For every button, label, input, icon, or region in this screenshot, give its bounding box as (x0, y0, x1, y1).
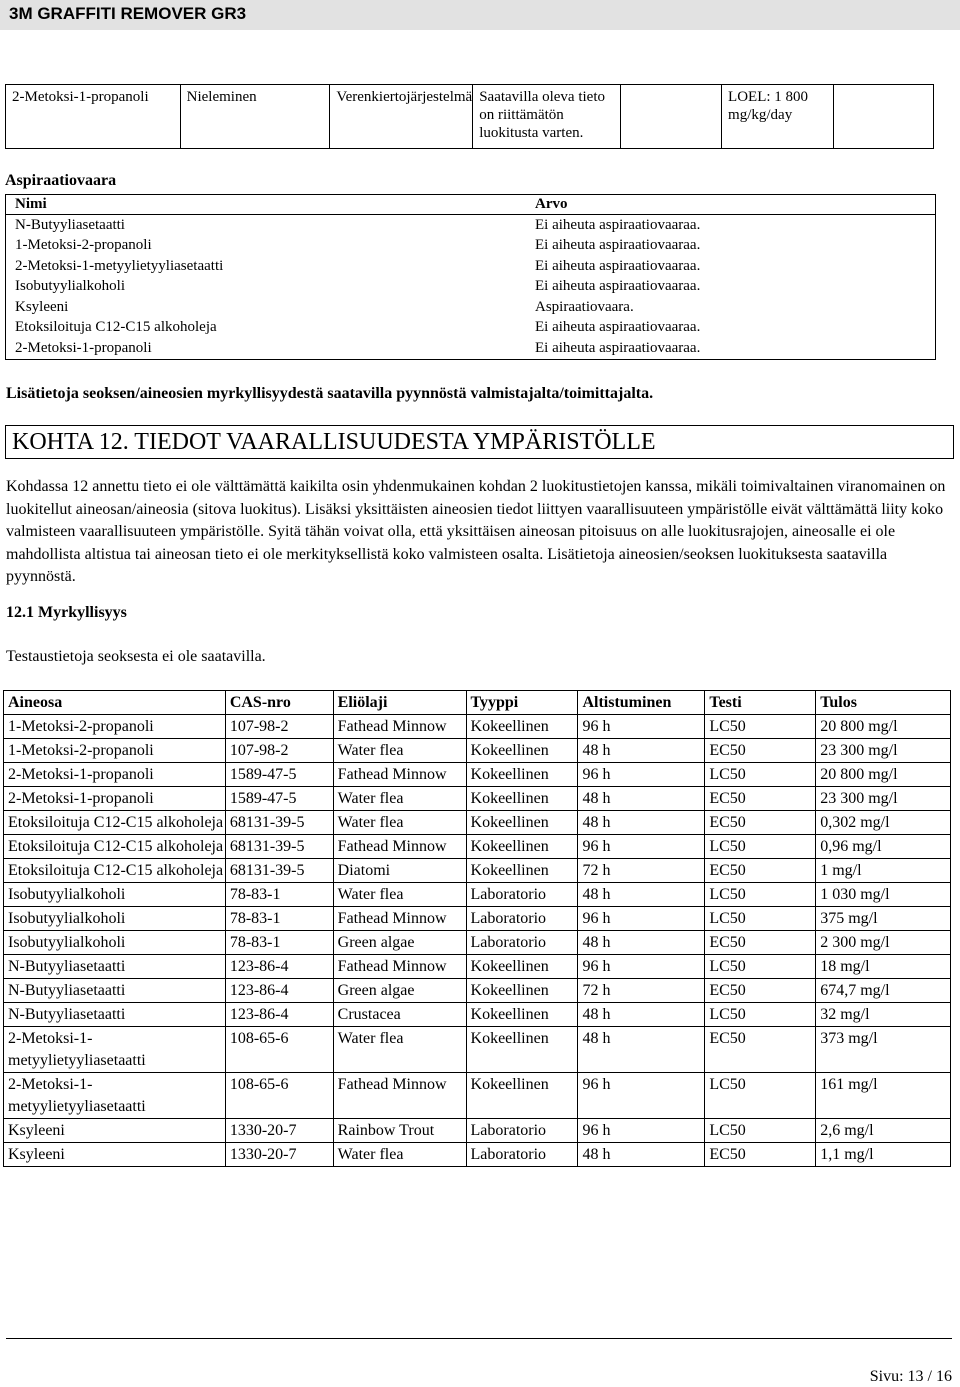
eco-species: Crustacea (333, 1003, 466, 1027)
eco-exposure: 96 h (578, 1073, 705, 1119)
eco-cas: 78-83-1 (225, 883, 333, 907)
tox-cell (620, 85, 721, 149)
eco-species: Fathead Minnow (333, 835, 466, 859)
eco-result: 1,1 mg/l (816, 1143, 951, 1167)
aspiration-substance: Ksyleeni (15, 298, 69, 315)
eco-species: Diatomi (333, 859, 466, 883)
eco-substance: N-Butyyliasetaatti (4, 1003, 226, 1027)
eco-substance: Etoksiloituja C12-C15 alkoholeja (4, 859, 226, 883)
eco-type: Kokeellinen (466, 787, 578, 811)
tox-cell (833, 85, 933, 149)
aspiration-value: Aspiraatiovaara. (535, 298, 634, 315)
aspiration-row (5, 338, 934, 359)
eco-test: EC50 (705, 739, 816, 763)
eco-cas: 123-86-4 (225, 1003, 333, 1027)
eco-substance: Isobutyylialkoholi (4, 907, 226, 931)
eco-table (3, 690, 951, 1167)
eco-row (4, 715, 951, 739)
eco-exposure: 48 h (578, 1003, 705, 1027)
eco-result: 373 mg/l (816, 1027, 951, 1073)
aspiration-title: Aspiraatiovaara (5, 172, 117, 189)
eco-result: 20 800 mg/l (816, 715, 951, 739)
eco-row (4, 1073, 951, 1119)
aspiration-substance: Etoksiloituja C12-C15 alkoholeja (15, 319, 217, 335)
eco-result: 2 300 mg/l (816, 931, 951, 955)
eco-col-header: Eliölaji (333, 691, 466, 715)
eco-col-header: Tyyppi (466, 691, 578, 715)
aspiration-row (5, 256, 934, 277)
eco-type: Kokeellinen (466, 739, 578, 763)
eco-cas: 1589-47-5 (225, 787, 333, 811)
tox-cell: Saatavilla oleva tieto on riittämätön luokitusta varten. (473, 85, 621, 149)
aspiration-row (5, 317, 934, 338)
test-note: Testaustietoja seoksesta ei ole saatavilla. (6, 648, 266, 665)
eco-type: Kokeellinen (466, 955, 578, 979)
eco-species: Rainbow Trout (333, 1119, 466, 1143)
eco-test: EC50 (705, 1143, 816, 1167)
aspiration-table (5, 194, 934, 358)
eco-result: 2,6 mg/l (816, 1119, 951, 1143)
eco-substance: 2-Metoksi-1-metyylietyyliasetaatti (4, 1027, 226, 1073)
eco-row (4, 979, 951, 1003)
section-heading: KOHTA 12. TIEDOT VAARALLISUUDESTA YMPÄRISTÖLLE (12, 429, 656, 455)
eco-row (4, 955, 951, 979)
eco-species: Water flea (333, 739, 466, 763)
section-heading-box (5, 425, 954, 459)
aspiration-substance: 2-Metoksi-1-propanoli (15, 339, 152, 356)
eco-species: Green algae (333, 979, 466, 1003)
eco-species: Fathead Minnow (333, 1073, 466, 1119)
eco-test: LC50 (705, 907, 816, 931)
aspiration-value: Ei aiheuta aspiraatiovaaraa. (535, 339, 701, 356)
eco-species: Green algae (333, 931, 466, 955)
eco-species: Water flea (333, 811, 466, 835)
aspiration-substance: 1-Metoksi-2-propanoli (15, 237, 152, 253)
eco-exposure: 96 h (578, 1119, 705, 1143)
tox-cell: 2-Metoksi-1-propanoli (6, 85, 181, 149)
aspiration-value: Ei aiheuta aspiraatiovaaraa. (535, 278, 701, 294)
info-note: Lisätietoja seoksen/aineosien myrkyllisyydestä saatavilla pyynnöstä valmistajalta/toimittajalta. (6, 385, 654, 402)
eco-type: Laboratorio (466, 931, 578, 955)
eco-type: Laboratorio (466, 1143, 578, 1167)
eco-col-header: Testi (705, 691, 816, 715)
tox-row (6, 85, 934, 149)
eco-row (4, 1143, 951, 1167)
eco-test: EC50 (705, 979, 816, 1003)
eco-substance: N-Butyyliasetaatti (4, 979, 226, 1003)
aspiration-col-name: Nimi (15, 196, 47, 212)
eco-substance: Isobutyylialkoholi (4, 883, 226, 907)
eco-test: LC50 (705, 835, 816, 859)
eco-cas: 1589-47-5 (225, 763, 333, 787)
aspiration-row (5, 215, 934, 236)
eco-result: 0,96 mg/l (816, 835, 951, 859)
eco-exposure: 48 h (578, 883, 705, 907)
page-number: Sivu: 13 / 16 (869, 1368, 952, 1385)
eco-cas: 108-65-6 (225, 1073, 333, 1119)
eco-test: LC50 (705, 1119, 816, 1143)
eco-row (4, 1027, 951, 1073)
eco-cas: 78-83-1 (225, 931, 333, 955)
eco-row (4, 1003, 951, 1027)
eco-exposure: 48 h (578, 1027, 705, 1073)
eco-species: Water flea (333, 1027, 466, 1073)
eco-substance: 2-Metoksi-1-metyylietyyliasetaatti (4, 1073, 226, 1119)
eco-col-header: Altistuminen (578, 691, 705, 715)
eco-cas: 123-86-4 (225, 955, 333, 979)
eco-row (4, 763, 951, 787)
aspiration-row (5, 297, 934, 318)
eco-cas: 68131-39-5 (225, 835, 333, 859)
eco-substance: N-Butyyliasetaatti (4, 955, 226, 979)
eco-exposure: 96 h (578, 907, 705, 931)
eco-substance: 1-Metoksi-2-propanoli (4, 715, 226, 739)
eco-cas: 108-65-6 (225, 1027, 333, 1073)
eco-col-header: Tulos (816, 691, 951, 715)
eco-type: Kokeellinen (466, 1027, 578, 1073)
eco-cas: 107-98-2 (225, 739, 333, 763)
eco-result: 1 mg/l (816, 859, 951, 883)
aspiration-substance: Isobutyylialkoholi (15, 278, 125, 294)
eco-row (4, 787, 951, 811)
footer-divider (6, 1338, 952, 1339)
eco-cas: 1330-20-7 (225, 1143, 333, 1167)
eco-cas: 68131-39-5 (225, 811, 333, 835)
subsection-heading: 12.1 Myrkyllisyys (6, 604, 127, 621)
eco-col-header: CAS-nro (225, 691, 333, 715)
eco-result: 1 030 mg/l (816, 883, 951, 907)
eco-exposure: 72 h (578, 859, 705, 883)
eco-result: 23 300 mg/l (816, 787, 951, 811)
eco-species: Fathead Minnow (333, 907, 466, 931)
eco-exposure: 72 h (578, 979, 705, 1003)
aspiration-value: Ei aiheuta aspiraatiovaaraa. (535, 216, 701, 233)
eco-row (4, 931, 951, 955)
eco-cas: 78-83-1 (225, 907, 333, 931)
eco-exposure: 96 h (578, 715, 705, 739)
eco-species: Water flea (333, 883, 466, 907)
eco-exposure: 96 h (578, 955, 705, 979)
eco-type: Laboratorio (466, 907, 578, 931)
aspiration-row (5, 276, 934, 297)
eco-species: Water flea (333, 1143, 466, 1167)
eco-exposure: 96 h (578, 835, 705, 859)
eco-test: LC50 (705, 883, 816, 907)
eco-header-row (4, 691, 951, 715)
eco-type: Kokeellinen (466, 979, 578, 1003)
eco-result: 20 800 mg/l (816, 763, 951, 787)
eco-result: 18 mg/l (816, 955, 951, 979)
eco-test: EC50 (705, 811, 816, 835)
eco-type: Kokeellinen (466, 859, 578, 883)
eco-type: Kokeellinen (466, 1003, 578, 1027)
eco-test: EC50 (705, 931, 816, 955)
eco-row (4, 835, 951, 859)
eco-type: Kokeellinen (466, 763, 578, 787)
eco-row (4, 883, 951, 907)
document-title: 3M GRAFFITI REMOVER GR3 (9, 4, 247, 23)
eco-substance: 2-Metoksi-1-propanoli (4, 787, 226, 811)
eco-row (4, 859, 951, 883)
tox-table (5, 84, 934, 149)
eco-cas: 107-98-2 (225, 715, 333, 739)
eco-test: LC50 (705, 715, 816, 739)
eco-species: Fathead Minnow (333, 763, 466, 787)
eco-cas: 1330-20-7 (225, 1119, 333, 1143)
eco-result: 161 mg/l (816, 1073, 951, 1119)
eco-type: Laboratorio (466, 883, 578, 907)
aspiration-value: Ei aiheuta aspiraatiovaaraa. (535, 319, 701, 335)
eco-substance: Isobutyylialkoholi (4, 931, 226, 955)
eco-test: LC50 (705, 1073, 816, 1119)
aspiration-row (5, 235, 934, 256)
eco-type: Laboratorio (466, 1119, 578, 1143)
eco-result: 375 mg/l (816, 907, 951, 931)
aspiration-substance: N-Butyyliasetaatti (15, 216, 125, 233)
tox-cell: Verenkiertojärjestelmä (330, 85, 473, 149)
eco-row (4, 811, 951, 835)
aspiration-header-row (5, 194, 934, 215)
eco-row (4, 907, 951, 931)
eco-substance: 1-Metoksi-2-propanoli (4, 739, 226, 763)
aspiration-substance: 2-Metoksi-1-metyylietyyliasetaatti (15, 257, 224, 274)
aspiration-value: Ei aiheuta aspiraatiovaaraa. (535, 237, 701, 253)
section-paragraph: Kohdassa 12 annettu tieto ei ole välttämättä kaikilta osin yhdenmukainen kohdan 2 luokitustietojen kanssa, mikäli toimivaltainen viranomainen on luokitellut aineosan/aineosia (sitova luokitus). Lisäksi yksittäisten aineosien tiedot liittyen vaarallisuuteen ympäristölle eivät välttämättä liity koko valmisteen vaarallisuuteen ympäristölle. Syitä tähän voivat olla, että yksittäisen aineosan pitoisuus on alle luokitusrajojen, aineosalle ei ole mahdollista altistua tai aineosan tieto ei ole merkityksellistä koko valmisteen osalta. Lisätietoja aineosien/seoksen luokituksesta saatavilla pyynnöstä. (6, 478, 946, 586)
eco-cas: 123-86-4 (225, 979, 333, 1003)
eco-row (4, 1119, 951, 1143)
eco-col-header: Aineosa (4, 691, 226, 715)
tox-cell: LOEL: 1 800 mg/kg/day (722, 85, 834, 149)
eco-exposure: 48 h (578, 931, 705, 955)
eco-substance: 2-Metoksi-1-propanoli (4, 763, 226, 787)
aspiration-col-value: Arvo (535, 196, 568, 212)
eco-test: EC50 (705, 1027, 816, 1073)
eco-cas: 68131-39-5 (225, 859, 333, 883)
eco-result: 674,7 mg/l (816, 979, 951, 1003)
eco-row (4, 739, 951, 763)
eco-species: Fathead Minnow (333, 955, 466, 979)
eco-type: Kokeellinen (466, 811, 578, 835)
eco-test: LC50 (705, 763, 816, 787)
eco-test: EC50 (705, 859, 816, 883)
document-header-bar (0, 0, 960, 30)
eco-test: LC50 (705, 1003, 816, 1027)
eco-type: Kokeellinen (466, 835, 578, 859)
eco-substance: Etoksiloituja C12-C15 alkoholeja (4, 811, 226, 835)
eco-result: 0,302 mg/l (816, 811, 951, 835)
eco-species: Fathead Minnow (333, 715, 466, 739)
eco-exposure: 48 h (578, 739, 705, 763)
eco-substance: Ksyleeni (4, 1119, 226, 1143)
eco-result: 32 mg/l (816, 1003, 951, 1027)
tox-cell: Nieleminen (180, 85, 330, 149)
eco-type: Kokeellinen (466, 1073, 578, 1119)
eco-exposure: 48 h (578, 787, 705, 811)
aspiration-value: Ei aiheuta aspiraatiovaaraa. (535, 257, 701, 274)
eco-substance: Etoksiloituja C12-C15 alkoholeja (4, 835, 226, 859)
eco-test: LC50 (705, 955, 816, 979)
eco-exposure: 96 h (578, 763, 705, 787)
eco-exposure: 48 h (578, 1143, 705, 1167)
eco-test: EC50 (705, 787, 816, 811)
eco-exposure: 48 h (578, 811, 705, 835)
eco-result: 23 300 mg/l (816, 739, 951, 763)
eco-type: Kokeellinen (466, 715, 578, 739)
eco-species: Water flea (333, 787, 466, 811)
eco-substance: Ksyleeni (4, 1143, 226, 1167)
